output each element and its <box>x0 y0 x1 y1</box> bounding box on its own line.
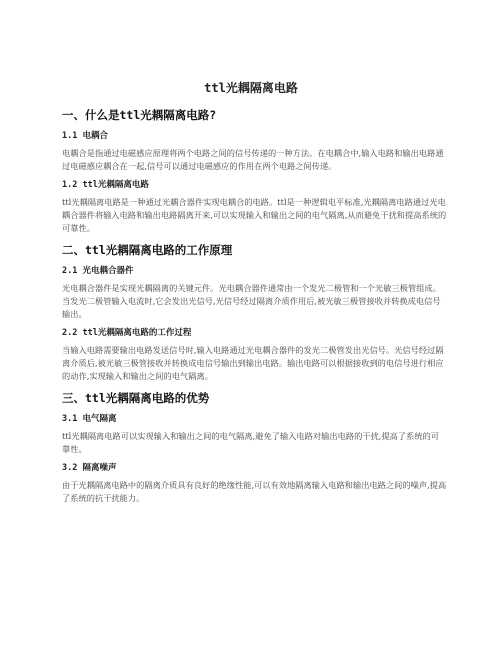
section-heading-1: 一、什么是ttl光耦隔离电路? <box>62 108 217 122</box>
document-body <box>62 100 447 511</box>
paragraph-3-2: 由于光耦隔离电路中的隔离介质具有良好的绝缘性能,可以有效地隔离输入电路和输出电路之间的噪声,提高了系统的抗干扰能力。 <box>62 480 447 503</box>
subsection-heading-1-2: 1.2 ttl光耦隔离电路 <box>62 180 149 190</box>
subsection-heading-3-1: 3.1 电气隔离 <box>62 414 117 424</box>
section-heading-3: 三、ttl光耦隔离电路的优势 <box>62 391 210 405</box>
paragraph-2-2: 当输入电路需要输出电路发送信号时,输入电路通过光电耦合器件的发光二极管发出光信号。光信号经过隔离介质后,被光敏三极管接收并转换成电信号输出到输出电路。输出电路可以根据接收到的电信号进行相应的动作,实现输入和输出之间的电气隔离。 <box>62 345 444 381</box>
paragraph-1-2: ttl光耦隔离电路是一种通过光耦合器件实现电耦合的电路。ttl是一种逻辑电平标准,光耦隔离电路通过光电耦合器件将输入电路和输出电路隔离开来,可以实现输入和输出之间的电气隔离,从而避免干扰和提高系统的可靠性。 <box>62 197 447 233</box>
subsection-heading-1-1: 1.1 电耦合 <box>62 131 108 141</box>
section-heading-2: 二、ttl光耦隔离电路的工作原理 <box>62 243 233 257</box>
subsection-heading-2-1: 2.1 光电耦合器件 <box>62 266 134 276</box>
paragraph-2-1: 光电耦合器件是实现光耦隔离的关键元件。光电耦合器件通常由一个发光二极管和一个光敏三极管组成。当发光二极管输入电流时,它会发出光信号,光信号经过隔离介质作用后,被光敏三极管接收并转换成电信号输出。 <box>62 283 441 319</box>
paragraph-3-1: ttl光耦隔离电路可以实现输入和输出之间的电气隔离,避免了输入电路对输出电路的干扰,提高了系统的可靠性。 <box>62 431 440 454</box>
paragraph-1-1: 电耦合是指通过电磁感应原理将两个电路之间的信号传递的一种方法。在电耦合中,输入电路和输出电路通过电磁感应耦合在一起,信号可以通过电磁感应的作用在两个电路之间传递。 <box>62 148 444 171</box>
subsection-heading-3-2: 3.2 隔离噪声 <box>62 463 117 473</box>
subsection-heading-2-2: 2.2 ttl光耦隔离电路的工作过程 <box>62 328 192 338</box>
document-title: ttl光耦隔离电路 <box>204 81 298 95</box>
